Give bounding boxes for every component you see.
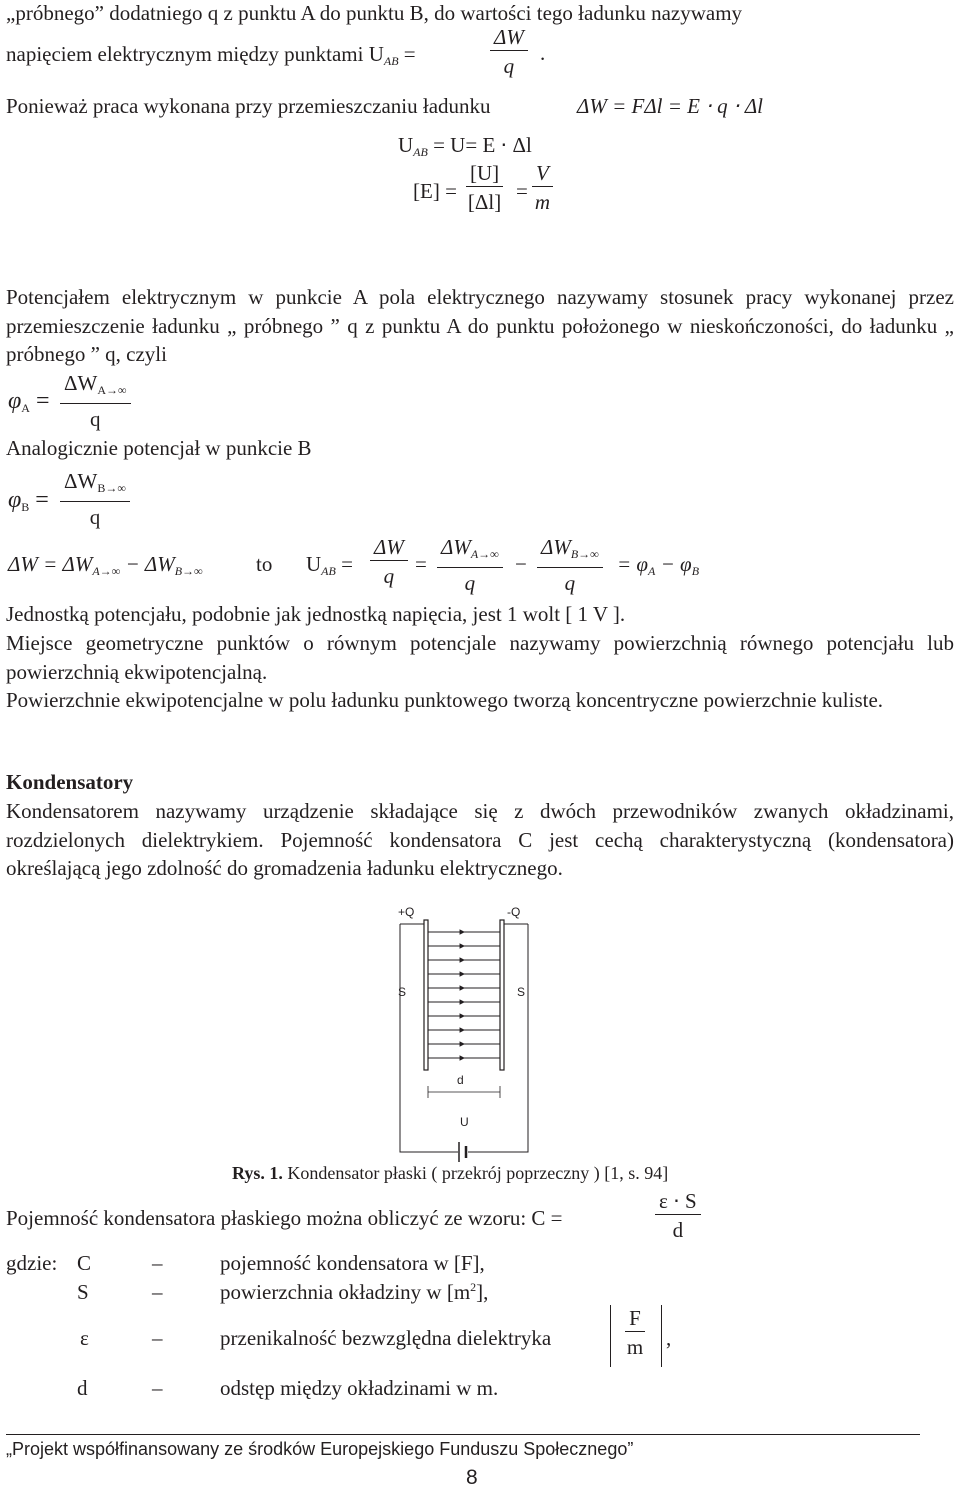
u-label: U: [460, 1115, 469, 1129]
capacitor-figure: [360, 902, 570, 1164]
surfaces-text: Powierzchnie ekwipotencjalne w polu ładunku punktowego tworzą koncentryczne powierzchnie kuliste.: [6, 688, 884, 712]
combined-to: to: [256, 552, 273, 576]
phi-a-numerator: [60, 370, 131, 404]
e-unit-fraction-2: [532, 160, 553, 217]
legend-desc-epsilon: przenikalność bezwzględna dielektryka: [220, 1326, 552, 1350]
epsilon-unit-fraction: [616, 1305, 654, 1362]
uab-subscript: AB: [413, 145, 428, 159]
legend-dash-s: –: [152, 1280, 163, 1304]
phi-b-num-text: ΔW: [64, 469, 98, 493]
caption-label: Rys. 1.: [232, 1163, 283, 1183]
right-wire: [468, 924, 528, 1152]
s-right-label: S: [517, 985, 526, 999]
combined-tail: [617, 552, 699, 579]
phi-b-fraction: [60, 468, 130, 532]
voltage-fraction: [490, 24, 528, 81]
equals-sign: =: [403, 42, 416, 66]
capacity-numerator: ε ⋅ S: [655, 1188, 701, 1215]
legend-sym-epsilon: ε: [80, 1326, 89, 1350]
phi-b-denominator: q: [89, 505, 101, 529]
combined-left-text: ΔW = ΔW: [8, 552, 93, 576]
combined-f3-num-text: ΔW: [541, 535, 571, 559]
left-plate: [424, 920, 428, 1070]
footer-rule: [6, 1434, 920, 1435]
minus-q-label: -Q: [507, 905, 521, 919]
epsilon-unit-den: m: [626, 1335, 644, 1359]
page-number: 8: [466, 1466, 478, 1489]
phi-a-denominator: q: [90, 407, 101, 431]
legend-dash-d: –: [152, 1376, 163, 1400]
e-unit-num-2: V: [532, 160, 553, 187]
potential-definition: Potencjałem elektrycznym w punkcie A pola elektrycznego nazywamy stosunek pracy wykonanej przez przemieszczenie ładunku „ próbnego ” q z punktu A do punktu położonego w nieskończoności, do ładunku „ próbnego ” q, czyli: [6, 285, 954, 366]
combined-tail-phi-b: − φ: [655, 552, 692, 576]
phi-b-subscript: B: [21, 500, 30, 514]
combined-f2-num-text: ΔW: [441, 535, 471, 559]
intro-period: .: [540, 41, 546, 65]
e-unit-den-2: m: [534, 190, 550, 214]
s-left-label: S: [398, 985, 407, 999]
voltage-subscript: AB: [383, 54, 399, 68]
work-text: Ponieważ praca wykonana przy przemieszczaniu ładunku: [6, 94, 491, 118]
combined-f1-den: q: [383, 564, 395, 588]
right-plate: [500, 920, 504, 1070]
e-unit-num-1: [U]: [466, 160, 503, 187]
intro-line-1: „próbnego” dodatniego q z punktu A do punktu B, do wartości tego ładunku nazywamy: [6, 1, 743, 25]
left-wire: [400, 924, 458, 1152]
combined-fraction-2: [437, 534, 503, 598]
legend-dash-epsilon: –: [152, 1326, 163, 1350]
work-formula: ΔW = FΔl = E ⋅ q ⋅ Δl: [577, 94, 763, 118]
unit-text: Jednostką potencjału, podobnie jak jednostką napięcia, jest 1 wolt [ 1 V ].: [6, 602, 626, 626]
phi-a-symbol: φ: [8, 388, 22, 414]
combined-tail-b: B: [691, 564, 700, 578]
legend-desc-s-sup: 2: [470, 1280, 477, 1294]
phi-b-numerator: [60, 468, 130, 502]
e-unit-den-1: [Δl]: [467, 190, 502, 214]
phi-b-symbol: φ: [8, 487, 22, 513]
legend-desc-d: odstęp między okładzinami w m.: [220, 1376, 499, 1400]
phi-a-subscript: A: [21, 401, 30, 415]
uab-rest: = U= E ⋅ Δl: [433, 133, 532, 157]
legend-dash-c: –: [152, 1251, 163, 1275]
combined-f2-sub: A→∞: [470, 547, 499, 561]
section-body: Kondensatorem nazywamy urządzenie składające się z dwóch przewodników zwanych okładzinami, rozdzielonych dielektrykiem. Pojemność kondensatora C jest cechą charakterystyczną (kondensatora) określającą jego zdolność do gromadzenia ładunku elektrycznego.: [6, 799, 954, 880]
combined-f3-sub: B→∞: [570, 547, 599, 561]
combined-tail-phi-a: = φ: [617, 552, 649, 576]
combined-left: [8, 552, 203, 579]
combined-f2-num: [437, 534, 503, 568]
analog-text: Analogicznie potencjał w punkcie B: [6, 436, 312, 460]
legend-sym-s: S: [77, 1280, 89, 1304]
section-title: Kondensatory: [6, 770, 134, 794]
voltage-fraction-numerator: ΔW: [490, 24, 528, 51]
legend-desc-c: pojemność kondensatora w [F],: [220, 1251, 485, 1275]
combined-f3-num: [537, 534, 603, 568]
legend-desc-s-end: ],: [476, 1280, 489, 1304]
epsilon-unit-num: F: [625, 1305, 645, 1332]
combined-uab: [306, 552, 353, 579]
capacity-fraction: [655, 1188, 701, 1245]
phi-a-fraction: [60, 370, 131, 434]
phi-a: [8, 388, 50, 416]
plus-q-label: +Q: [398, 905, 415, 919]
legend-desc-s: [220, 1280, 488, 1305]
combined-u: U: [306, 552, 322, 576]
combined-tail-a: A: [648, 564, 656, 578]
combined-f2-den: q: [464, 571, 476, 595]
uab-symbol: U: [398, 133, 414, 157]
footer-text: „Projekt współfinansowany ze środków Europejskiego Funduszu Społecznego”: [6, 1439, 634, 1459]
field-lines: [428, 930, 500, 1060]
voltage-symbol: U: [368, 42, 384, 66]
uab-line: [398, 132, 532, 165]
combined-mid-sub: B→∞: [174, 564, 203, 578]
combined-f1-num: ΔW: [370, 534, 408, 561]
legend-desc-s-text: powierzchnia okładziny w [m: [220, 1280, 471, 1304]
voltage-fraction-denominator: q: [503, 54, 515, 78]
phi-a-num-sub: A→∞: [97, 383, 127, 397]
equipotential-text: Miejsce geometryczne punktów o równym potencjale nazywamy powierzchnią równego potencjału lub powierzchnią ekwipotencjalną.: [6, 631, 954, 684]
figure-caption: [232, 1163, 668, 1184]
phi-b-eq: =: [35, 487, 49, 513]
combined-fraction-1: [370, 534, 408, 591]
combined-fraction-3: [537, 534, 603, 598]
intro-line-2-text: napięciem elektrycznym między punktami: [6, 42, 364, 66]
combined-minus: −: [515, 552, 527, 576]
capacity-denominator: d: [672, 1218, 684, 1242]
legend-sym-d: d: [77, 1376, 88, 1400]
combined-f3-den: q: [564, 571, 576, 595]
phi-b: [8, 487, 49, 515]
e-unit-lhs: [E] =: [413, 179, 457, 203]
caption-text: Kondensator płaski ( przekrój poprzeczny ) [1, s. 94]: [282, 1163, 669, 1183]
capacity-text: Pojemność kondensatora płaskiego można obliczyć ze wzoru: C =: [6, 1206, 563, 1230]
combined-eq1: =: [341, 552, 353, 576]
phi-a-num-text: ΔW: [64, 371, 98, 395]
combined-ab: AB: [321, 564, 336, 578]
combined-left-sub: A→∞: [92, 564, 121, 578]
e-unit-eq: =: [516, 179, 528, 203]
legend-comma: ,: [666, 1326, 672, 1350]
phi-b-num-sub: B→∞: [97, 481, 126, 495]
legend-label: gdzie:: [6, 1251, 58, 1275]
intro-line-2: [6, 41, 416, 74]
e-unit-fraction-1: [466, 160, 503, 217]
combined-mid-text: − ΔW: [125, 552, 175, 576]
phi-a-eq: =: [35, 388, 50, 414]
legend-sym-c: C: [77, 1251, 92, 1275]
d-label: d: [457, 1073, 464, 1087]
combined-eq2: =: [415, 552, 427, 576]
